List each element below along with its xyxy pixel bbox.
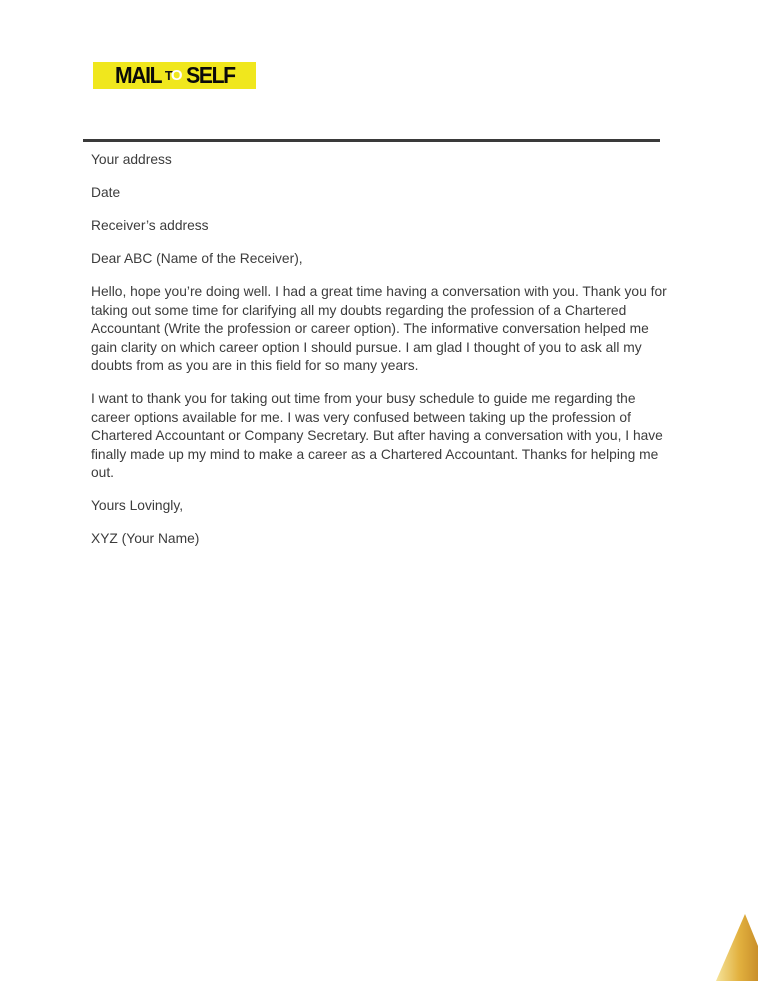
letter-paragraph-2: I want to thank you for taking out time from your busy schedule to guide me regarding the career options available for me. I was very confused between taking up the profession of Chartered Accountant or Company Secretary. But after having a conversation with you, I have finally made up my mind to make a career as a Chartered Accountant. Thanks for helping me out.	[91, 391, 663, 480]
salutation-line: Dear ABC (Name of the Receiver),	[91, 251, 303, 266]
logo-text-self: SELF	[185, 62, 235, 88]
corner-ribbon-decoration	[708, 911, 758, 981]
logo-text-mail: MAIL	[114, 62, 161, 88]
receiver-address-line: Receiver’s address	[91, 218, 209, 233]
header-divider	[83, 139, 660, 142]
gold-wedge-shape	[716, 914, 758, 981]
letter-body	[91, 151, 671, 563]
closing-line: Yours Lovingly,	[91, 498, 184, 513]
date-line: Date	[91, 185, 121, 200]
sender-address-line: Your address	[91, 152, 172, 167]
logo-letter-t: T	[164, 68, 172, 83]
signature-line: XYZ (Your Name)	[91, 531, 200, 546]
logo-letter-o: O	[170, 67, 183, 84]
mail-to-self-logo	[93, 62, 256, 89]
letter-paragraph-1: Hello, hope you’re doing well. I had a great time having a conversation with you. Thank you for taking out some time for clarifying all my doubts regarding the profession of a Chartered Accountant (Write the profession or career option). The informative conversation helped me gain clarity on which career option I should pursue. I am glad I thought of you to ask all my doubts from as you are in this field for so many years.	[91, 284, 667, 373]
logo-text-to	[165, 67, 183, 84]
